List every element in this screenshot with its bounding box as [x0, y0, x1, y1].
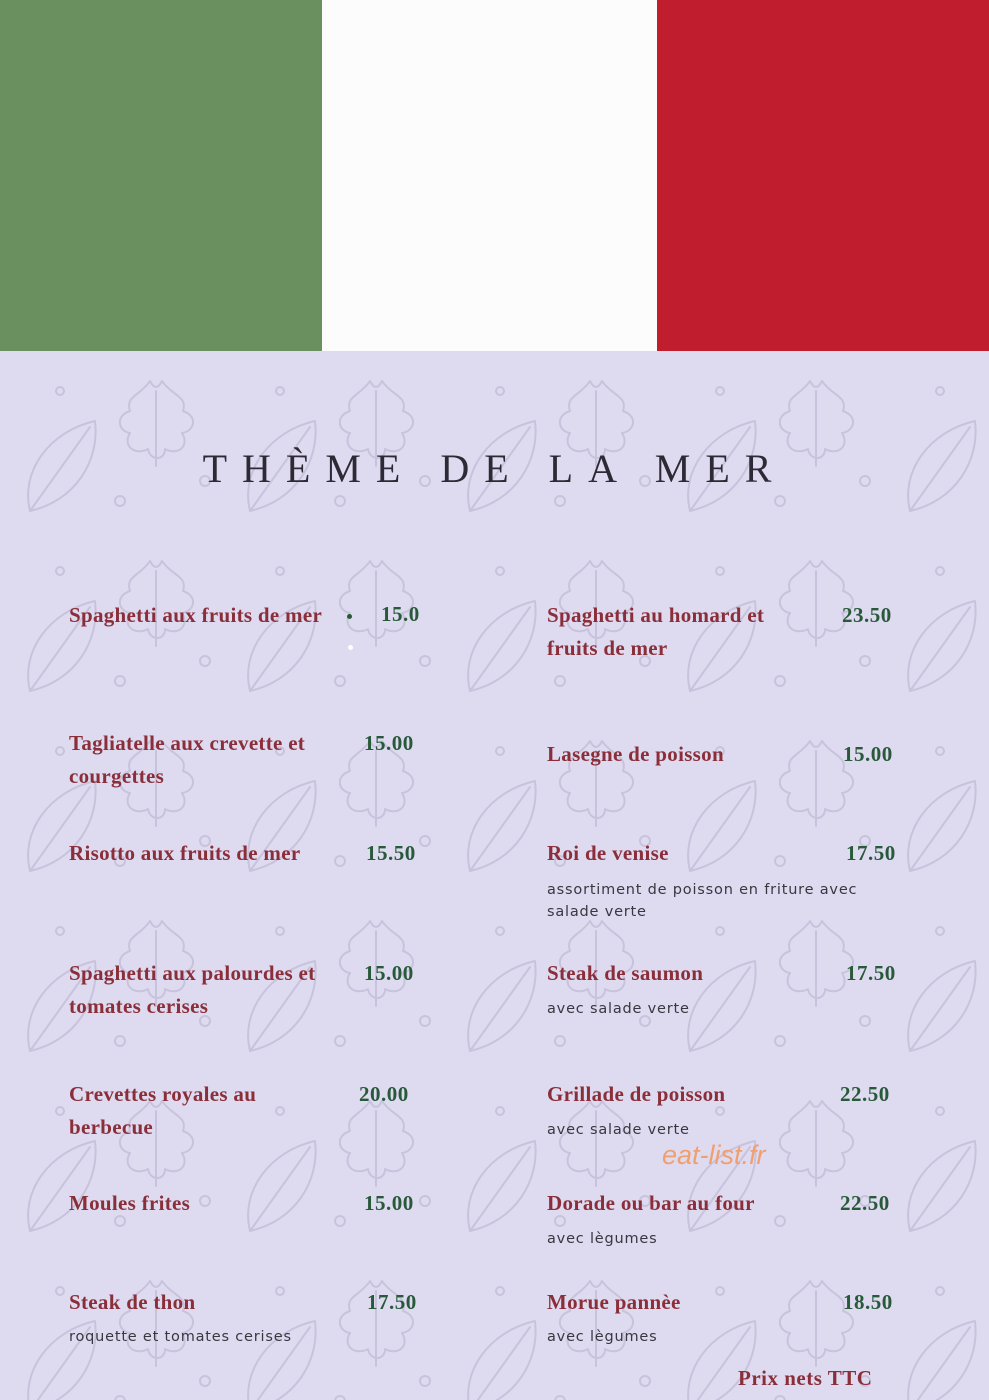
dish-price: 22.50 — [840, 1191, 890, 1215]
flag-red-band — [657, 0, 989, 351]
dish-name: Tagliatelle aux crevette et courgettes — [69, 731, 306, 788]
dish-description: avec salade verte — [547, 1001, 690, 1017]
dish-price: 17.50 — [846, 841, 896, 865]
dish-name: Morue pannèe — [547, 1290, 681, 1314]
dish-name: Spaghetti aux palourdes et tomates cerises — [69, 961, 316, 1018]
dish-name: Grillade de poisson — [547, 1082, 726, 1106]
dish-price: 17.50 — [367, 1290, 417, 1314]
dish-name: Dorade ou bar au four — [547, 1191, 755, 1215]
dish-description: avec salade verte — [547, 1122, 690, 1138]
dish-name: Lasegne de poisson — [547, 742, 724, 766]
dish-name: Steak de saumon — [547, 961, 704, 985]
dish-description: assortiment de poisson en friture avec salade verte — [547, 882, 858, 920]
dish-price: 15.50 — [366, 841, 416, 865]
dish-price: 18.50 — [843, 1290, 893, 1314]
dish-price: 15.00 — [364, 1191, 414, 1215]
dish-price: 15.00 — [364, 961, 414, 985]
dish-price: 15.0 — [381, 602, 420, 626]
dish-description: roquette et tomates cerises — [69, 1329, 292, 1345]
dish-price: 20.00 — [359, 1082, 409, 1106]
dish-name: Spaghetti aux fruits de mer — [69, 603, 323, 627]
dish-description: avec lègumes — [547, 1231, 658, 1247]
dish-price: 22.50 — [840, 1082, 890, 1106]
dish-price: 17.50 — [846, 961, 896, 985]
dish-name: Steak de thon — [69, 1290, 196, 1314]
italian-flag-banner — [0, 0, 989, 351]
bullet-dot — [347, 614, 352, 619]
dish-name: Moules frites — [69, 1191, 191, 1215]
dish-name: Risotto aux fruits de mer — [69, 841, 301, 865]
dish-name: Crevettes royales au berbecue — [69, 1082, 257, 1139]
dish-name: Roi de venise — [547, 841, 669, 865]
price-note-footer: Prix nets TTC — [738, 1366, 873, 1390]
dish-description: avec lègumes — [547, 1329, 658, 1345]
bullet-dot — [348, 645, 353, 650]
watermark-text: eat-list.fr — [662, 1140, 766, 1170]
dish-name: Spaghetti au homard et fruits de mer — [547, 603, 765, 660]
menu-section-title: THÈME DE LA MER — [202, 446, 787, 491]
dish-price: 15.00 — [364, 731, 414, 755]
flag-white-band — [322, 0, 657, 351]
dish-price: 15.00 — [843, 742, 893, 766]
dish-price: 23.50 — [842, 603, 892, 627]
flag-green-band — [0, 0, 322, 351]
